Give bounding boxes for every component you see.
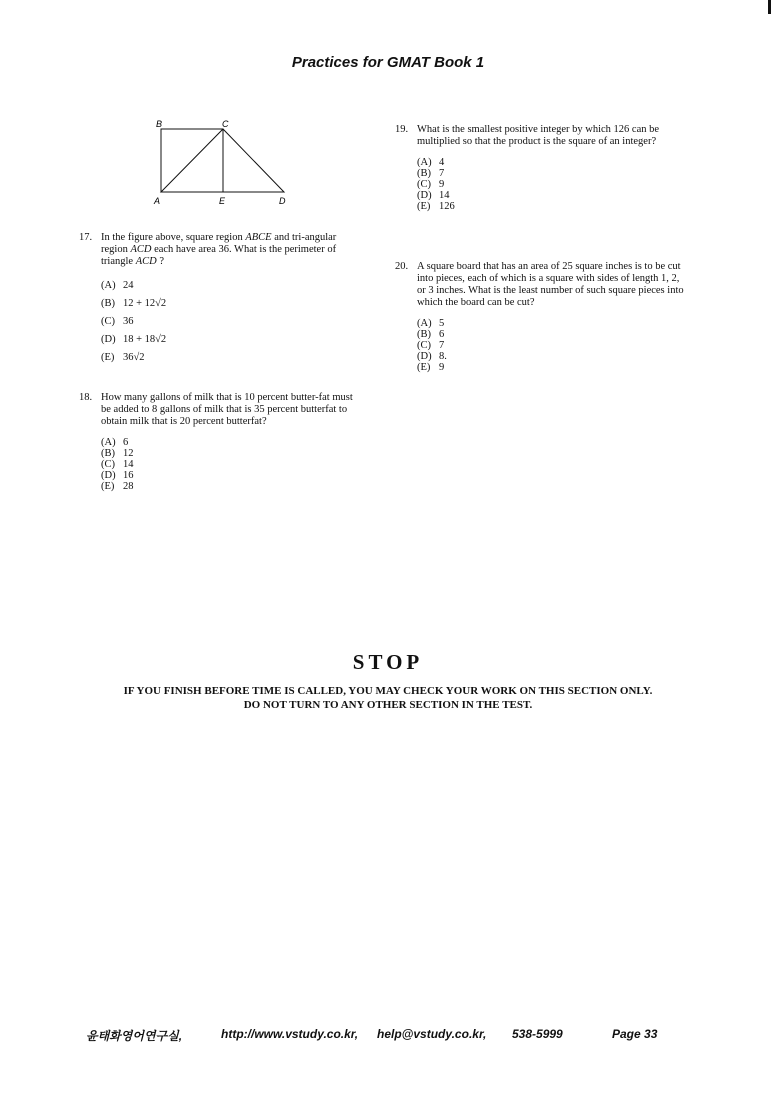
choice-label: (D) [417, 351, 432, 362]
stem-var-abce: ABCE [245, 232, 272, 243]
stop-message-line-2: DO NOT TURN TO ANY OTHER SECTION IN THE TEST. [243, 699, 533, 711]
choice-text: 6 [123, 437, 129, 448]
stem-text: and tri-angular region [101, 232, 337, 255]
choice-label: (E) [417, 201, 431, 212]
choice-text: 126 [439, 201, 455, 212]
question-20-choices [417, 318, 687, 373]
choice-text: 16 [123, 470, 134, 481]
choice-text: 14 [439, 190, 450, 201]
question-18-choices [101, 437, 363, 492]
question-17-stem [101, 232, 363, 268]
choice-label: (C) [101, 316, 115, 327]
question-19-number: 19. [395, 124, 409, 135]
stop-message-line-1: IF YOU FINISH BEFORE TIME IS CALLED, YOU MAY CHECK YOUR WORK ON THIS SECTION ONLY. [123, 685, 653, 697]
choice-label: (D) [417, 190, 432, 201]
choice-label: (B) [417, 329, 431, 340]
choice-b[interactable] [101, 295, 363, 313]
choice-text: 5 [439, 318, 445, 329]
choice-text: 8. [439, 351, 447, 362]
choice-label: (C) [417, 340, 431, 351]
stem-text: In the figure above, square region [101, 232, 246, 243]
question-20-stem: A square board that has an area of 25 square inches is to be cut into pieces, each of which is a square with sides of length 1, 2, or 3 inches. What is the least number of such square pieces into which the board can be cut? [417, 261, 684, 308]
corner-mark [768, 0, 771, 14]
choice-text: 18 + 18√2 [123, 334, 167, 345]
stem-text: each have area 36. What is the perimeter of triangle [101, 244, 337, 267]
label-a: A [154, 196, 161, 206]
choice-b[interactable] [101, 448, 363, 459]
choice-label: (B) [101, 298, 115, 309]
choice-text: 24 [123, 280, 134, 291]
footer-email-link[interactable]: help@vstudy.co.kr, [377, 1027, 487, 1041]
page-header-title: Practices for GMAT Book 1 [291, 54, 485, 71]
question-19-stem: What is the smallest positive integer by which 126 can be multiplied so that the product is the square of an integer? [417, 124, 660, 147]
choice-label: (D) [101, 334, 116, 345]
label-c: C [222, 119, 229, 129]
choice-c[interactable] [101, 459, 363, 470]
question-18 [79, 392, 363, 492]
choice-c[interactable] [417, 179, 687, 190]
choice-label: (D) [101, 470, 116, 481]
choice-label: (E) [101, 352, 115, 363]
choice-a[interactable] [417, 157, 687, 168]
choice-d[interactable] [101, 470, 363, 481]
choice-c[interactable] [417, 340, 687, 351]
choice-b[interactable] [417, 329, 687, 340]
choice-text: 4 [439, 157, 445, 168]
label-e: E [219, 196, 226, 206]
question-20-number: 20. [395, 261, 409, 272]
choice-c[interactable] [101, 313, 363, 331]
question-20 [395, 261, 687, 373]
choice-label: (C) [417, 179, 431, 190]
choice-text: 6 [439, 329, 445, 340]
choice-e[interactable] [417, 362, 687, 373]
question-17 [79, 232, 363, 367]
choice-label: (C) [101, 459, 115, 470]
stem-var-acd: ACD [130, 244, 152, 255]
stem-text: ? [156, 256, 164, 267]
choice-e[interactable] [417, 201, 687, 212]
choice-text: 28 [123, 481, 134, 492]
choice-label: (A) [417, 318, 432, 329]
choice-e[interactable] [101, 349, 363, 367]
choice-label: (A) [417, 157, 432, 168]
choice-label: (E) [417, 362, 431, 373]
footer-page-number: Page 33 [612, 1027, 658, 1041]
choice-label: (B) [417, 168, 431, 179]
choice-d[interactable] [417, 351, 687, 362]
square-triangle-figure [150, 118, 290, 208]
footer-org: 윤태화영어연구실, [86, 1029, 183, 1043]
choice-a[interactable] [101, 277, 363, 295]
choice-label: (E) [101, 481, 115, 492]
choice-label: (A) [101, 280, 116, 291]
choice-text: 7 [439, 340, 445, 351]
choice-text: 9 [439, 179, 445, 190]
stem-var-acd: ACD [135, 256, 157, 267]
footer-website-link[interactable]: http://www.vstudy.co.kr, [221, 1027, 359, 1041]
choice-text: 12 [123, 448, 134, 459]
choice-text: 36√2 [123, 352, 145, 363]
choice-label: (B) [101, 448, 115, 459]
label-b: B [156, 119, 163, 129]
choice-d[interactable] [417, 190, 687, 201]
choice-label: (A) [101, 437, 116, 448]
choice-text: 12 + 12√2 [123, 298, 167, 309]
choice-b[interactable] [417, 168, 687, 179]
choice-text: 7 [439, 168, 445, 179]
stop-message [0, 684, 776, 712]
choice-text: 9 [439, 362, 445, 373]
choice-a[interactable] [417, 318, 687, 329]
stop-title: STOP [352, 650, 424, 674]
question-17-number: 17. [79, 232, 93, 243]
choice-e[interactable] [101, 481, 363, 492]
footer-phone: 538-5999 [512, 1027, 563, 1041]
label-d: D [279, 196, 286, 206]
choice-d[interactable] [101, 331, 363, 349]
choice-a[interactable] [101, 437, 363, 448]
question-19-choices [417, 157, 687, 212]
choice-text: 36 [123, 316, 134, 327]
choice-text: 14 [123, 459, 134, 470]
question-18-stem: How many gallons of milk that is 10 percent butter-fat must be added to 8 gallons of milk that is 35 percent butterfat to obtain milk that is 20 percent butterfat? [101, 392, 353, 427]
question-19 [395, 124, 687, 212]
question-17-choices [101, 277, 363, 367]
question-18-number: 18. [79, 392, 93, 403]
